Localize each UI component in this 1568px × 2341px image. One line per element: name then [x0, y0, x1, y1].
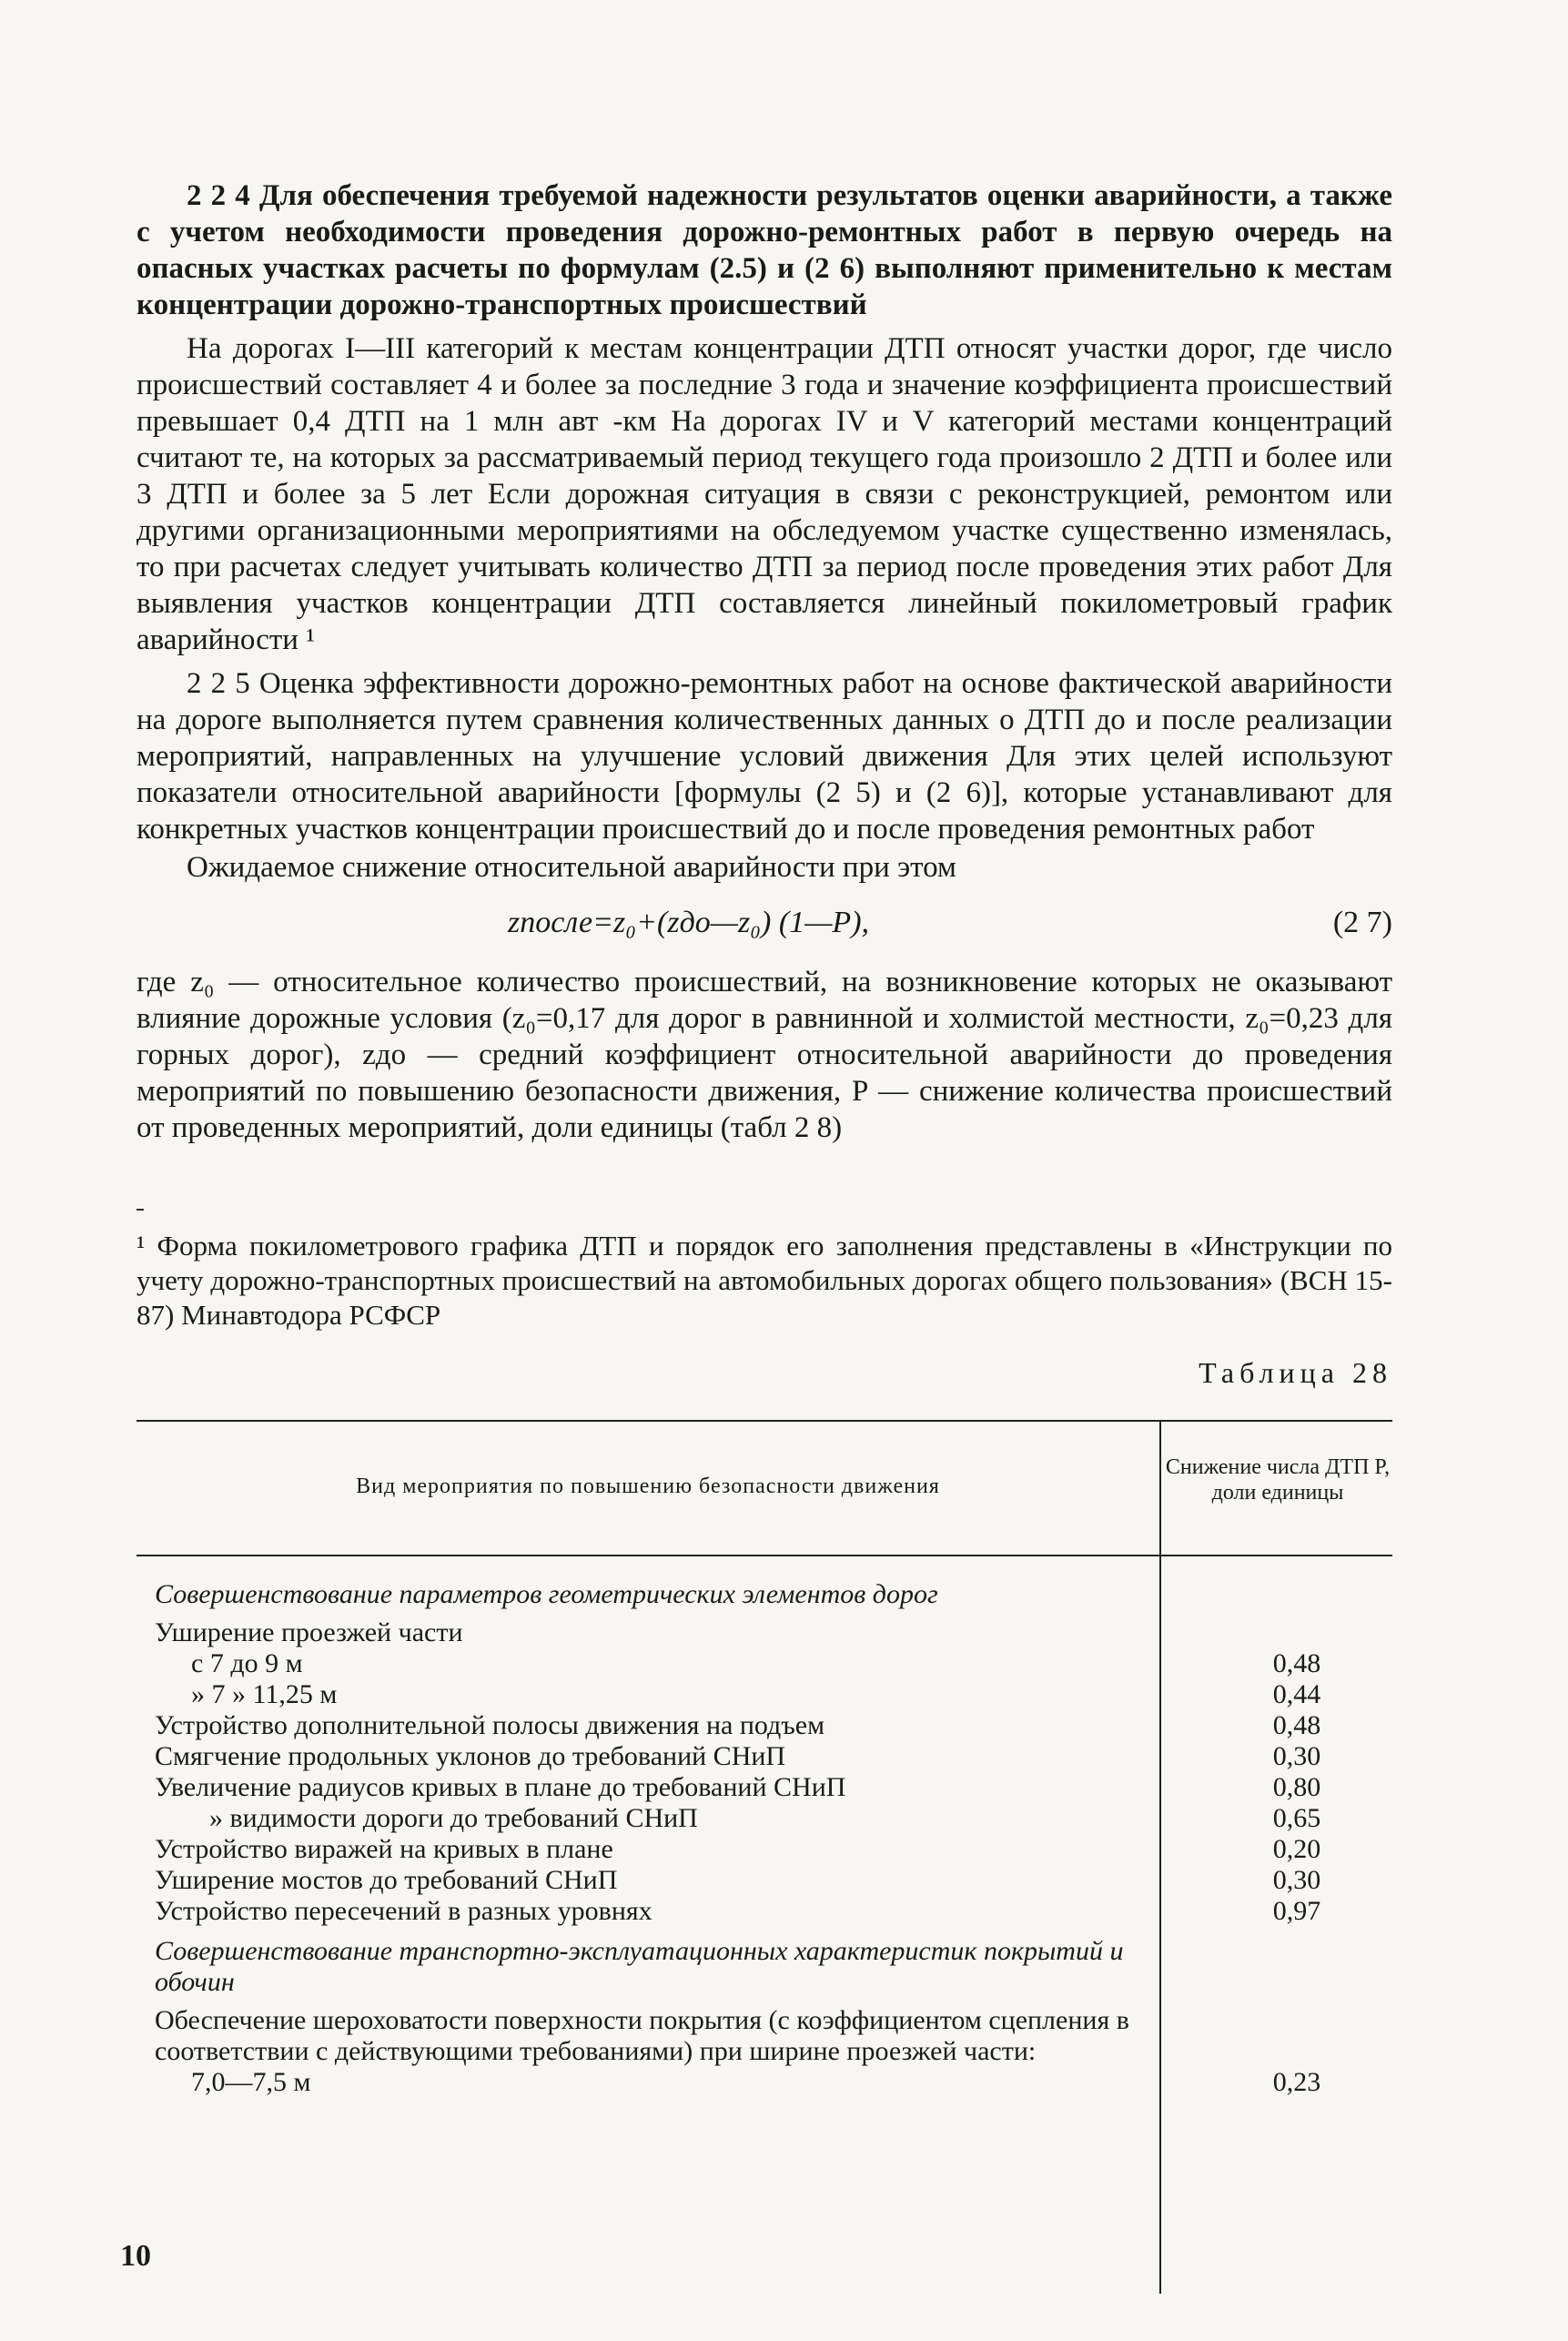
row-label: 7,0—7,5 м — [191, 2067, 311, 2097]
table-column-divider — [1159, 1420, 1161, 2294]
section-pavement: Совершенствование транспортно-эксплуатационных характеристик покрытий и обочин — [155, 1936, 1124, 1997]
formula-row — [137, 898, 1392, 951]
table-row — [155, 1648, 1321, 1679]
paragraph-expected: Ожидаемое снижение относительной аварийности при этом — [187, 851, 956, 884]
paragraph-concentration: На дорогах I—III категорий к местам концентрации ДТП относят участки дорог, где число происшествий составляет 4 и более за последние 3 года и значение коэффициента происшествий превышает 0,4 ДТП на 1 млн авт -км На дорогах IV и V категорий местами концентраций считают те, на которых за рассматриваемый период текущего года произошло 2 ДТП и более или 3 ДТП и более за 5 лет Если дорожная ситуация в связи с реконструкцией, ремонтом или другими организационными мероприятиями на обследуемом участке существенно изменялась, то при расчетах следует учитывать количество ДТП за период после проведения этих работ Для выявления участков концентрации ДТП составляется линейный покилометровый график аварийности ¹ — [137, 332, 1392, 656]
table-row — [155, 1896, 1321, 1927]
footnote: ¹ Форма покилометрового графика ДТП и порядок его заполнения представлены в «Инструкции по учету дорожно-транспортных происшествий на автомобильных дорогах общего пользования» (ВСН 15-87) Минавтодора РСФСР — [137, 1230, 1392, 1331]
section-geometry: Совершенствование параметров геометрических элементов дорог — [155, 1579, 938, 1609]
table-row — [155, 2067, 1321, 2098]
row-value: 0,48 — [1272, 1648, 1321, 1678]
main-text — [137, 177, 1392, 1146]
row-label: Смягчение продольных уклонов до требований СНиП — [155, 1741, 786, 1771]
formula-27: zпосле=z₀+(zдо—z₀) (1—P), — [508, 906, 870, 939]
row-label: Устройство пересечений в разных уровнях — [155, 1896, 652, 1926]
paragraph-225: 2 2 5 Оценка эффективности дорожно-ремонтных работ на основе фактической аварийности на дороге выполняется путем сравнения количественных данных о ДТП до и после реализации мероприятий, направленных на улучшение условий движения Для этих целей используют показатели относительной аварийности [формулы (2 5) и (2 6)], которые устанавливают для конкретных участков концентрации происшествий до и после проведения ремонтных работ — [137, 667, 1392, 846]
row-value: 0,30 — [1272, 1865, 1321, 1895]
table-body — [155, 1579, 1321, 2098]
paragraph-224: 2 2 4 Для обеспечения требуемой надежности результатов оценки аварийности, а также с учетом необходимости проведения дорожно-ремонтных работ в первую очередь на опасных участках расчеты по формулам (2.5) и (2 6) выполняют применительно к местам концентрации дорожно-транспортных происшествий — [137, 179, 1392, 321]
row-label: » 7 » 11,25 м — [191, 1679, 338, 1709]
row-label: Уширение проезжей части — [155, 1617, 463, 1647]
footnote-divider — [137, 1209, 144, 1211]
table-header-rule — [137, 1555, 1392, 1556]
row-label: Увеличение радиусов кривых в плане до требований СНиП — [155, 1772, 846, 1802]
table-title: Таблица 28 — [1199, 1356, 1392, 1389]
row-label: с 7 до 9 м — [191, 1648, 303, 1678]
row-value: 0,44 — [1272, 1679, 1321, 1709]
row-label: » видимости дороги до требований СНиП — [209, 1803, 698, 1833]
table-top-rule — [137, 1420, 1392, 1422]
table-row — [155, 1834, 1321, 1865]
row-label: Устройство дополнительной полосы движения на подъем — [155, 1710, 825, 1740]
table-header-measure: Вид мероприятия по повышению безопасности движения — [356, 1475, 940, 1498]
row-value: 0,48 — [1272, 1710, 1321, 1740]
row-value: 0,80 — [1272, 1772, 1321, 1802]
table-row — [155, 1617, 1156, 1648]
row-value: 0,30 — [1272, 1741, 1321, 1771]
page-number: 10 — [120, 2239, 151, 2273]
row-value: 0,23 — [1272, 2067, 1321, 2097]
table-row — [155, 1679, 1321, 1710]
table-row — [155, 1710, 1321, 1741]
table-row — [155, 1865, 1321, 1896]
row-roughness-text: Обеспечение шероховатости поверхности покрытия (с коэффициентом сцепления в соответствии с действующими требованиями) при ширине проезжей части: — [155, 2005, 1129, 2066]
table-row — [155, 1803, 1321, 1834]
row-label: Уширение мостов до требований СНиП — [155, 1865, 618, 1895]
paragraph-where: где z₀ — относительное количество происшествий, на возникновение которых не оказывают влияние дорожные условия (z₀=0,17 для дорог в равнинной и холмистой местности, z₀=0,23 для горных дорог), zдо — средний коэффициент относительной аварийности до проведения мероприятий по повышению безопасности движения, P — снижение количества происшествий от проведенных мероприятий, доли единицы (табл 2 8) — [137, 966, 1392, 1144]
formula-number: (2 7) — [1332, 906, 1392, 939]
row-value: 0,97 — [1272, 1896, 1321, 1926]
row-label: Устройство виражей на кривых в плане — [155, 1834, 613, 1864]
row-value: 0,65 — [1272, 1803, 1321, 1833]
table-row — [155, 1741, 1321, 1772]
table-28 — [137, 1420, 1392, 2294]
table-header-reduction: Снижение числа ДТП P, доли единицы — [1165, 1455, 1391, 1505]
row-value: 0,20 — [1272, 1834, 1321, 1864]
table-row — [155, 1772, 1321, 1803]
